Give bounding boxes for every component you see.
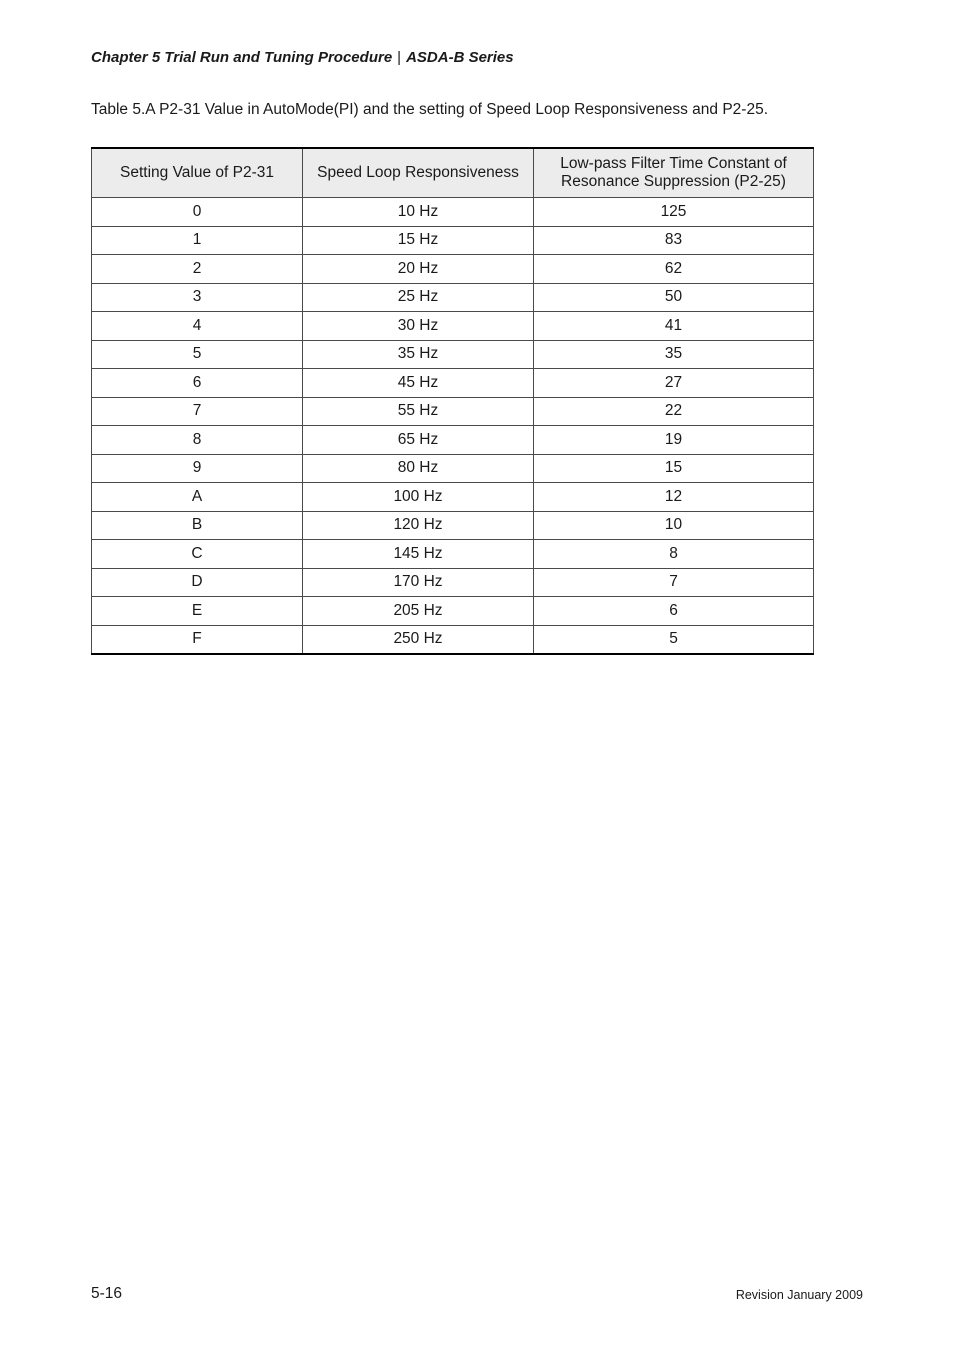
table-row [92, 255, 814, 284]
table-row [92, 597, 814, 626]
header-separator: | [397, 49, 402, 66]
cell-setting-value: 4 [92, 312, 303, 341]
cell-low-pass-filter: 12 [534, 483, 814, 512]
cell-speed-loop-responsiveness: 35 Hz [303, 340, 534, 369]
cell-setting-value: D [92, 568, 303, 597]
cell-speed-loop-responsiveness: 15 Hz [303, 226, 534, 255]
cell-speed-loop-responsiveness: 120 Hz [303, 511, 534, 540]
cell-setting-value: 6 [92, 369, 303, 398]
cell-setting-value: 2 [92, 255, 303, 284]
cell-low-pass-filter: 27 [534, 369, 814, 398]
cell-low-pass-filter: 22 [534, 397, 814, 426]
cell-speed-loop-responsiveness: 45 Hz [303, 369, 534, 398]
cell-speed-loop-responsiveness: 10 Hz [303, 198, 534, 227]
table-row [92, 511, 814, 540]
cell-low-pass-filter: 6 [534, 597, 814, 626]
table-body [92, 198, 814, 655]
running-header [91, 49, 514, 66]
cell-setting-value: C [92, 540, 303, 569]
table-row [92, 426, 814, 455]
column-header-low-pass-filter-text: Low-pass Filter Time Constant of Resonance Suppression (P2-25) [560, 155, 787, 190]
cell-setting-value: E [92, 597, 303, 626]
cell-setting-value: 3 [92, 283, 303, 312]
cell-low-pass-filter: 83 [534, 226, 814, 255]
table-header-row [92, 148, 814, 198]
series-name: ASDA-B Series [406, 49, 514, 66]
cell-speed-loop-responsiveness: 20 Hz [303, 255, 534, 284]
cell-setting-value: A [92, 483, 303, 512]
table-row [92, 312, 814, 341]
cell-speed-loop-responsiveness: 30 Hz [303, 312, 534, 341]
cell-setting-value: 5 [92, 340, 303, 369]
chapter-title: Chapter 5 Trial Run and Tuning Procedure [91, 49, 393, 66]
cell-low-pass-filter: 8 [534, 540, 814, 569]
cell-low-pass-filter: 5 [534, 625, 814, 654]
cell-setting-value: 7 [92, 397, 303, 426]
cell-setting-value: 1 [92, 226, 303, 255]
cell-setting-value: B [92, 511, 303, 540]
cell-speed-loop-responsiveness: 170 Hz [303, 568, 534, 597]
cell-low-pass-filter: 10 [534, 511, 814, 540]
cell-speed-loop-responsiveness: 55 Hz [303, 397, 534, 426]
cell-speed-loop-responsiveness: 250 Hz [303, 625, 534, 654]
cell-speed-loop-responsiveness: 80 Hz [303, 454, 534, 483]
cell-speed-loop-responsiveness: 145 Hz [303, 540, 534, 569]
table-caption: Table 5.A P2-31 Value in AutoMode(PI) and the setting of Speed Loop Responsiveness and P2-25. [91, 101, 769, 118]
cell-speed-loop-responsiveness: 25 Hz [303, 283, 534, 312]
cell-low-pass-filter: 19 [534, 426, 814, 455]
cell-speed-loop-responsiveness: 65 Hz [303, 426, 534, 455]
table-row [92, 397, 814, 426]
table-row [92, 226, 814, 255]
cell-setting-value: 9 [92, 454, 303, 483]
cell-low-pass-filter: 50 [534, 283, 814, 312]
cell-setting-value: F [92, 625, 303, 654]
page-number: 5-16 [91, 1285, 123, 1302]
table-row [92, 568, 814, 597]
table-row [92, 198, 814, 227]
cell-speed-loop-responsiveness: 100 Hz [303, 483, 534, 512]
cell-low-pass-filter: 7 [534, 568, 814, 597]
table-row [92, 540, 814, 569]
cell-low-pass-filter: 125 [534, 198, 814, 227]
p2-31-setting-table [91, 147, 814, 655]
cell-low-pass-filter: 35 [534, 340, 814, 369]
cell-low-pass-filter: 41 [534, 312, 814, 341]
cell-low-pass-filter: 62 [534, 255, 814, 284]
column-header-setting-value: Setting Value of P2-31 [92, 148, 303, 198]
column-header-low-pass-filter [534, 148, 814, 198]
table-row [92, 625, 814, 654]
table-row [92, 283, 814, 312]
table-row [92, 369, 814, 398]
table-row [92, 454, 814, 483]
cell-setting-value: 0 [92, 198, 303, 227]
cell-setting-value: 8 [92, 426, 303, 455]
table-row [92, 340, 814, 369]
cell-low-pass-filter: 15 [534, 454, 814, 483]
column-header-speed-loop: Speed Loop Responsiveness [303, 148, 534, 198]
cell-speed-loop-responsiveness: 205 Hz [303, 597, 534, 626]
revision-note: Revision January 2009 [735, 1288, 863, 1302]
table-row [92, 483, 814, 512]
